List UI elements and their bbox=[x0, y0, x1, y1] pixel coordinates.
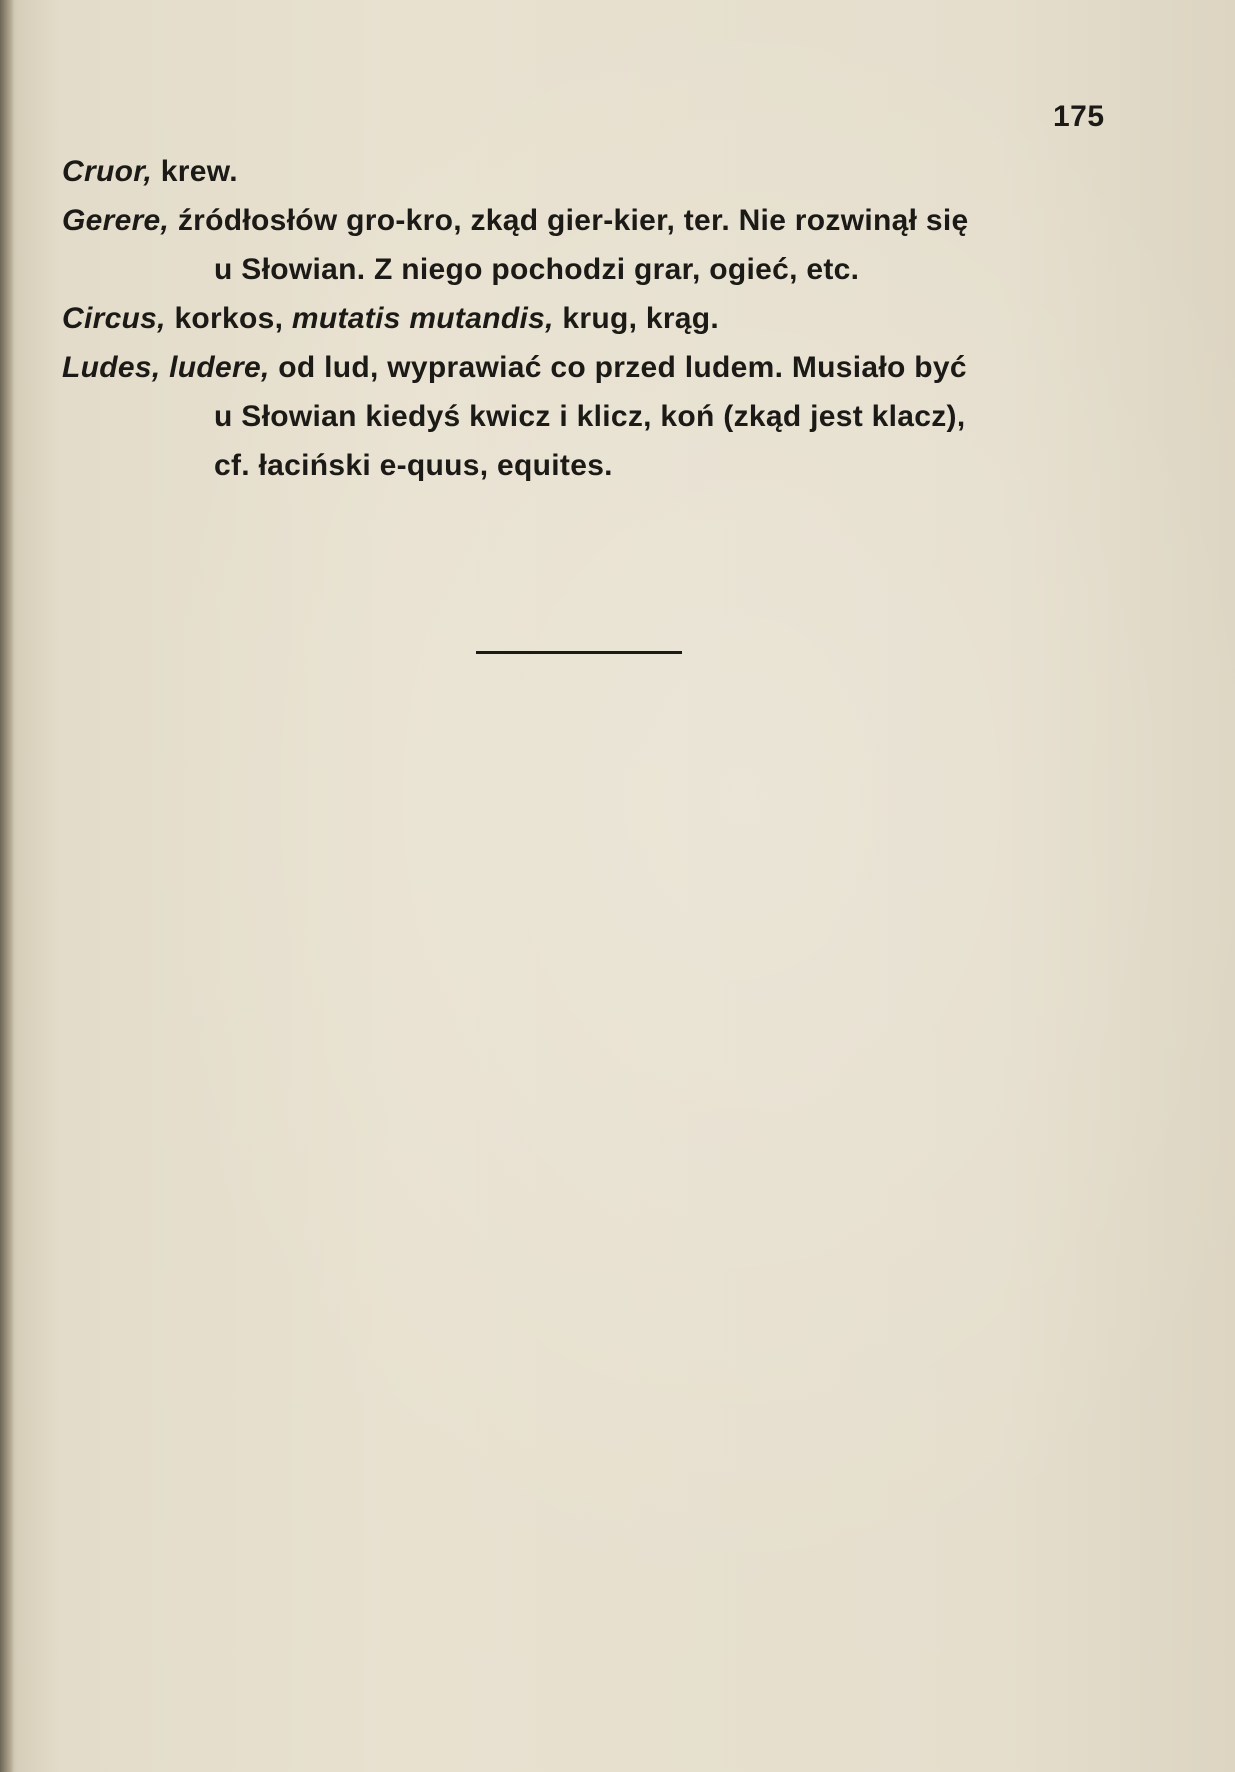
definition-text: krug, krąg. bbox=[553, 302, 720, 335]
dictionary-entry-gerere bbox=[62, 196, 968, 294]
headword: Circus, bbox=[62, 302, 166, 335]
latin-phrase: mutatis mutandis, bbox=[291, 302, 554, 335]
page-number: 175 bbox=[1053, 100, 1105, 133]
definition-text: u Słowian. Z niego pochodzi grar, ogieć, etc. bbox=[214, 253, 860, 286]
definition-text: źródłosłów gro-kro, zkąd gier-kier, ter. Nie rozwinął się bbox=[169, 204, 969, 237]
definition-text: korkos, bbox=[165, 302, 292, 335]
dictionary-entry-ludes bbox=[62, 343, 967, 490]
headword: Ludes, bbox=[62, 351, 161, 384]
headword: Gerere, bbox=[62, 204, 170, 237]
definition-text: cf. łaciński e-quus, equites. bbox=[214, 449, 613, 482]
section-end-rule bbox=[476, 651, 682, 654]
spine-shadow bbox=[0, 0, 14, 1772]
definition-text: od lud, wyprawiać co przed ludem. Musiało być bbox=[269, 351, 967, 384]
definition-text: krew. bbox=[152, 155, 238, 188]
headword-variant: ludere, bbox=[169, 351, 270, 384]
entry-line bbox=[62, 196, 968, 245]
entry-line bbox=[62, 147, 238, 196]
dictionary-entry-circus bbox=[62, 294, 719, 343]
entry-continuation-line bbox=[62, 392, 967, 441]
headword: Cruor, bbox=[62, 155, 153, 188]
entry-line bbox=[62, 343, 967, 392]
space bbox=[160, 351, 169, 384]
dictionary-entry-cruor bbox=[62, 147, 238, 196]
entry-line bbox=[62, 294, 719, 343]
definition-text: u Słowian kiedyś kwicz i klicz, koń (zkąd jest klacz), bbox=[214, 400, 966, 433]
entry-continuation-line bbox=[62, 441, 967, 490]
entry-continuation-line bbox=[62, 245, 968, 294]
